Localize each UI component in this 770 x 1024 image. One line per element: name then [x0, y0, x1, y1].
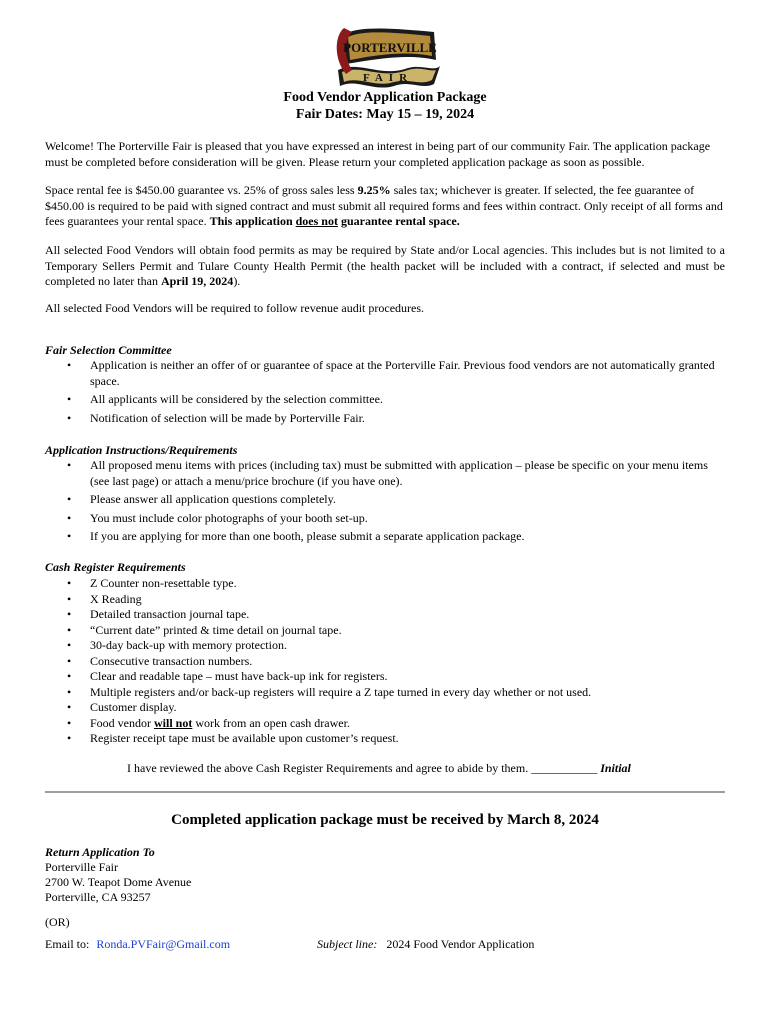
list-item: • You must include color photographs of your booth set-up. — [67, 510, 368, 525]
instructions-list — [45, 458, 725, 545]
list-item: • “Current date” printed & time detail on journal tape. — [67, 622, 342, 637]
subject-text: 2024 Food Vendor Application — [386, 937, 535, 951]
permits-text-end: ). — [233, 274, 241, 288]
selection-list — [45, 358, 725, 426]
document-title: Food Vendor Application Package — [283, 90, 487, 105]
section-divider — [45, 791, 725, 793]
list-item: • Multiple registers and/or back-up registers will require a Z tape turned in every day whether or not used. — [67, 684, 592, 699]
fee-text: Space rental fee is $450.00 guarantee vs. 25% of gross sales less — [45, 183, 358, 197]
permits-deadline: April 19, 2024 — [160, 274, 234, 288]
permits-paragraph — [45, 243, 725, 290]
list-item: • Application is neither an offer of or guarantee of space at the Porterville Fair. Previous food vendors are not automatically granted space. — [67, 358, 715, 388]
fair-dates: Fair Dates: May 15 – 19, 2024 — [295, 107, 475, 122]
list-item: • Consecutive transaction numbers. — [67, 653, 253, 668]
list-item: • Register receipt tape must be available upon customer’s request. — [67, 731, 399, 745]
initial-label: Initial — [600, 761, 631, 775]
permits-text: All selected Food Vendors will obtain food permits as may be required by State and/or Local agencies. This includes but is not limited to a Temporary Sellers Permit and Tulare County Health Permit (the health packet will be included with a contract, if selected and must be completed no later than — [45, 243, 725, 288]
list-item: • Clear and readable tape – must have back-up ink for registers. — [67, 669, 388, 683]
list-item: • Customer display. — [67, 700, 177, 714]
welcome-paragraph: Welcome! The Porterville Fair is pleased that you have expressed an interest in being part of our community Fair. The application package must be completed before consideration will be given. Please return your completed application package as soon as possible. — [45, 139, 711, 169]
fee-warning-end: guarantee rental space. — [337, 214, 460, 228]
svg-text:FAIR: FAIR — [362, 72, 414, 84]
audit-paragraph: All selected Food Vendors will be required to follow revenue audit procedures. — [45, 301, 425, 315]
selection-heading: Fair Selection Committee — [45, 343, 172, 357]
fee-paragraph — [45, 183, 725, 230]
email-label: Email to: — [45, 937, 90, 951]
return-city: Porterville, CA 93257 — [45, 890, 151, 904]
cash-register-list — [45, 576, 725, 747]
fee-warning: This application — [209, 214, 296, 228]
porterville-fair-logo — [330, 20, 442, 92]
list-item: • If you are applying for more than one booth, please submit a separate application package. — [67, 529, 525, 543]
list-item: • 30-day back-up with memory protection. — [67, 638, 287, 652]
list-item: • All proposed menu items with prices (including tax) must be submitted with application – please be specific on your menu items (see last page) or attach a menu/price brochure (if you have one). — [67, 458, 708, 488]
email-link[interactable]: Ronda.PVFair@Gmail.com — [96, 937, 231, 951]
fee-warning-emphasis: does not — [295, 214, 338, 228]
instructions-heading: Application Instructions/Requirements — [45, 443, 238, 457]
tax-rate: 9.25% — [357, 183, 391, 197]
deadline-heading: Completed application package must be received by March 8, 2024 — [171, 812, 599, 828]
list-item: • X Reading — [67, 591, 142, 606]
return-heading: Return Application To — [45, 845, 155, 859]
agreement-text: I have reviewed the above Cash Register Requirements and agree to abide by them. ___________ — [127, 761, 601, 775]
return-name: Porterville Fair — [45, 860, 118, 874]
list-item: • Detailed transaction journal tape. — [67, 607, 250, 621]
return-street: 2700 W. Teapot Dome Avenue — [45, 875, 192, 889]
subject-line — [317, 937, 717, 953]
fee-text-2: sales tax; whichever is greater. If selected, the fee guarantee of $450.00 is required to be paid with signed contract and must submit all required forms and fees within contract. Only receipt of all forms and fees guarantees your rental space. — [45, 183, 723, 228]
will-not-emphasis: will not — [154, 715, 193, 730]
list-item: • Notification of selection will be made by Porterville Fair. — [67, 410, 365, 425]
list-item: • Food vendor will not work from an open cash drawer. — [67, 715, 350, 730]
list-item: • Z Counter non-resettable type. — [67, 576, 237, 590]
agreement-line — [127, 761, 727, 777]
svg-text:PORTERVILLE: PORTERVILLE — [343, 40, 437, 55]
or-separator: (OR) — [45, 915, 70, 929]
cash-register-heading: Cash Register Requirements — [45, 560, 186, 574]
subject-label: Subject line: — [317, 937, 378, 951]
list-item: • Please answer all application questions completely. — [67, 492, 336, 506]
list-item: • All applicants will be considered by the selection committee. — [67, 392, 383, 406]
